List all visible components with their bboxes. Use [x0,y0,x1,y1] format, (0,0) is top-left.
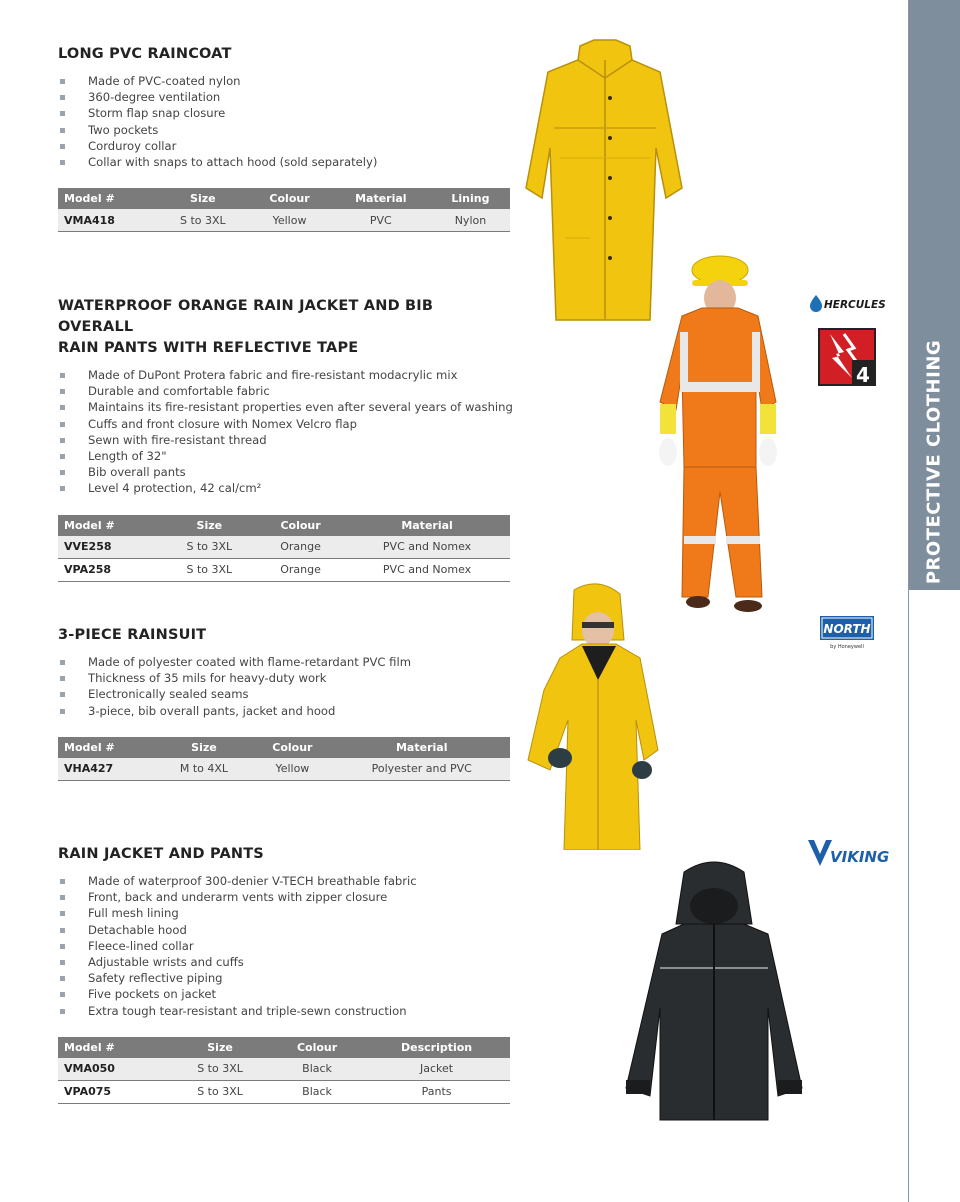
feature-item: Made of waterproof 300-denier V-TECH breathable fabric [58,873,510,889]
colour-cell: Black [271,1058,363,1081]
feature-item: Extra tough tear-resistant and triple-sewn construction [58,1003,510,1019]
material-cell: PVC and Nomex [344,536,510,559]
product-rain-jacket-and-pants [58,844,510,1104]
col-header: Material [331,188,431,209]
feature-item: Corduroy collar [58,138,510,154]
description-cell: Jacket [363,1058,510,1081]
product-title: RAIN JACKET AND PANTS [58,846,264,862]
product-3-piece-rainsuit [58,625,510,781]
section-tab [909,0,960,590]
feature-item: 360-degree ventilation [58,89,510,105]
lining-cell: Nylon [431,209,510,232]
col-header: Material [344,515,510,536]
hercules-drop-icon [808,292,888,314]
hercules-logo-text: HERCULES [824,299,886,311]
colour-cell: Orange [257,536,344,559]
col-header: Model # [58,737,157,758]
col-header: Model # [58,515,162,536]
col-header: Colour [271,1037,363,1058]
colour-cell: Yellow [248,209,330,232]
col-header: Model # [58,188,157,209]
table-row [58,536,510,559]
north-badge-icon [820,616,874,652]
feature-item: Durable and comfortable fabric [58,383,510,399]
model-cell: VPA258 [58,558,162,581]
col-header: Size [169,1037,271,1058]
size-cell: S to 3XL [162,558,257,581]
feature-list [58,873,510,1019]
size-cell: S to 3XL [169,1058,271,1081]
feature-item: Made of polyester coated with flame-retardant PVC film [58,654,510,670]
col-header: Colour [248,188,330,209]
product-long-pvc-raincoat [58,44,510,232]
model-cell: VVE258 [58,536,162,559]
material-cell: PVC and Nomex [344,558,510,581]
colour-cell: Orange [257,558,344,581]
arc-flash-icon [818,328,876,386]
table-row [58,1058,510,1081]
section-tab-label: PROTECTIVE CLOTHING [923,339,945,585]
orange-rainsuit-image [652,252,784,617]
size-cell: S to 3XL [157,209,248,232]
product-orange-rain-jacket [58,296,513,582]
size-cell: S to 3XL [162,536,257,559]
model-cell: VHA427 [58,758,157,781]
hercules-logo [808,292,888,314]
viking-logo [806,838,890,868]
north-logo [820,616,874,652]
feature-item: 3-piece, bib overall pants, jacket and hood [58,703,510,719]
col-header: Colour [251,737,333,758]
col-header: Lining [431,188,510,209]
feature-item: Made of PVC-coated nylon [58,73,510,89]
table-row [58,758,510,781]
model-cell: VMA050 [58,1058,169,1081]
col-header: Description [363,1037,510,1058]
colour-cell: Yellow [251,758,333,781]
model-cell: VPA075 [58,1080,169,1103]
feature-item: Safety reflective piping [58,970,510,986]
arc-flash-level-badge [818,328,876,386]
feature-item: Five pockets on jacket [58,986,510,1002]
table-row [58,558,510,581]
product-title: 3-PIECE RAINSUIT [58,627,207,643]
col-header: Size [162,515,257,536]
spec-table [58,1037,510,1104]
north-logo-text: NORTH [823,622,871,636]
product-title: WATERPROOF ORANGE RAIN JACKET AND BIB OVERALL RAIN PANTS WITH REFLECTIVE TAPE [58,298,434,356]
viking-v-icon [806,838,890,868]
spec-table [58,515,510,582]
feature-list [58,73,510,170]
product-title: LONG PVC RAINCOAT [58,46,232,62]
feature-item: Fleece-lined collar [58,938,510,954]
spec-table [58,737,510,781]
colour-cell: Black [271,1080,363,1103]
feature-item: Two pockets [58,122,510,138]
yellow-rainsuit-image [520,580,680,850]
feature-item: Adjustable wrists and cuffs [58,954,510,970]
feature-item: Made of DuPont Protera fabric and fire-resistant modacrylic mix [58,367,510,383]
feature-item: Cuffs and front closure with Nomex Velcro flap [58,416,510,432]
arc-level-number: 4 [856,363,870,386]
feature-item: Electronically sealed seams [58,686,510,702]
feature-item: Length of 32" [58,448,510,464]
feature-item: Collar with snaps to attach hood (sold separately) [58,154,510,170]
feature-list [58,654,510,719]
spec-table [58,188,510,232]
description-cell: Pants [363,1080,510,1103]
feature-item: Front, back and underarm vents with zipper closure [58,889,510,905]
feature-item: Thickness of 35 mils for heavy-duty work [58,670,510,686]
feature-item: Full mesh lining [58,905,510,921]
material-cell: Polyester and PVC [333,758,510,781]
col-header: Material [333,737,510,758]
feature-item: Detachable hood [58,922,510,938]
feature-item: Level 4 protection, 42 cal/cm² [58,480,510,496]
col-header: Size [157,188,248,209]
size-cell: M to 4XL [157,758,252,781]
feature-list [58,367,513,497]
feature-item: Sewn with fire-resistant thread [58,432,510,448]
north-logo-sub: by Honeywell [830,644,864,650]
feature-item: Bib overall pants [58,464,510,480]
col-header: Colour [257,515,344,536]
col-header: Size [157,737,252,758]
material-cell: PVC [331,209,431,232]
black-rain-jacket-image [612,858,817,1123]
feature-item: Storm flap snap closure [58,105,510,121]
table-row [58,209,510,232]
model-cell: VMA418 [58,209,157,232]
feature-item: Maintains its fire-resistant properties even after several years of washing [58,399,510,415]
table-row [58,1080,510,1103]
col-header: Model # [58,1037,169,1058]
size-cell: S to 3XL [169,1080,271,1103]
viking-logo-text: VIKING [830,848,890,866]
